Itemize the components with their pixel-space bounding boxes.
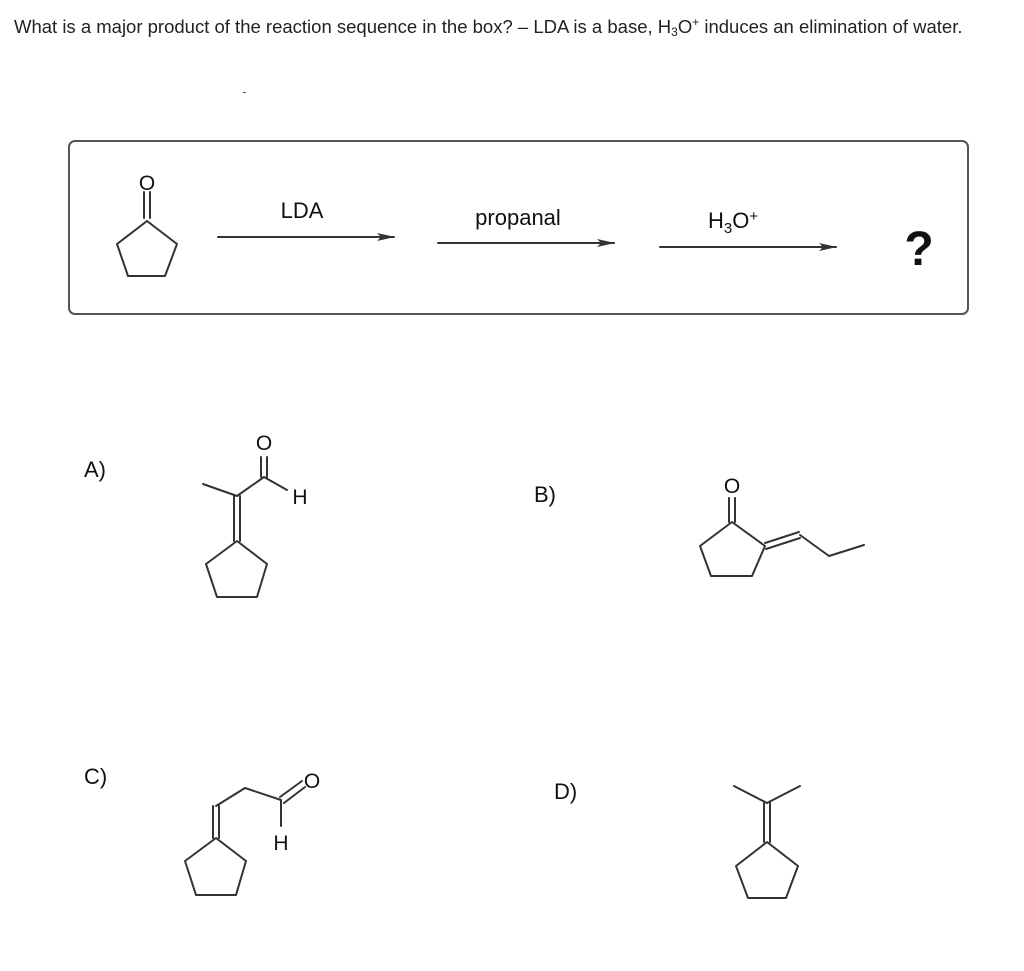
question-part2: induces an elimination of water. (699, 16, 963, 37)
hydronium-h: H (708, 208, 724, 233)
question-part1: What is a major product of the reaction sequence in the box? – LDA is a base, H (14, 16, 672, 37)
option-b-label: B) (534, 482, 556, 507)
hydronium-subscript: 3 (723, 220, 733, 237)
reagent-propanal: propanal (475, 205, 561, 230)
option-c-hydrogen-label: H (273, 832, 289, 855)
option-c-oxygen-label: O (303, 770, 321, 793)
option-d-structure (734, 786, 800, 898)
question-oxygen: O (677, 16, 693, 37)
option-d-label: D) (554, 779, 578, 804)
option-a-hydrogen-label: H (292, 486, 308, 509)
option-a-oxygen-label: O (255, 432, 273, 455)
question-superscript: + (692, 15, 700, 29)
option-b-oxygen-label: O (723, 475, 741, 498)
option-c-label: C) (84, 764, 108, 789)
option-a-label: A) (84, 457, 106, 482)
reagent-lda: LDA (280, 198, 324, 223)
hydronium-o: O (732, 208, 750, 233)
reagent-hydronium (708, 208, 758, 237)
question-subscript: 3 (671, 25, 678, 39)
option-a-structure (203, 457, 287, 597)
cyclopentanone-structure (117, 192, 177, 276)
option-b-structure (700, 498, 864, 576)
hydronium-superscript: + (749, 208, 759, 225)
start-oxygen-label: O (138, 172, 156, 195)
product-question-mark: ? (904, 223, 934, 276)
